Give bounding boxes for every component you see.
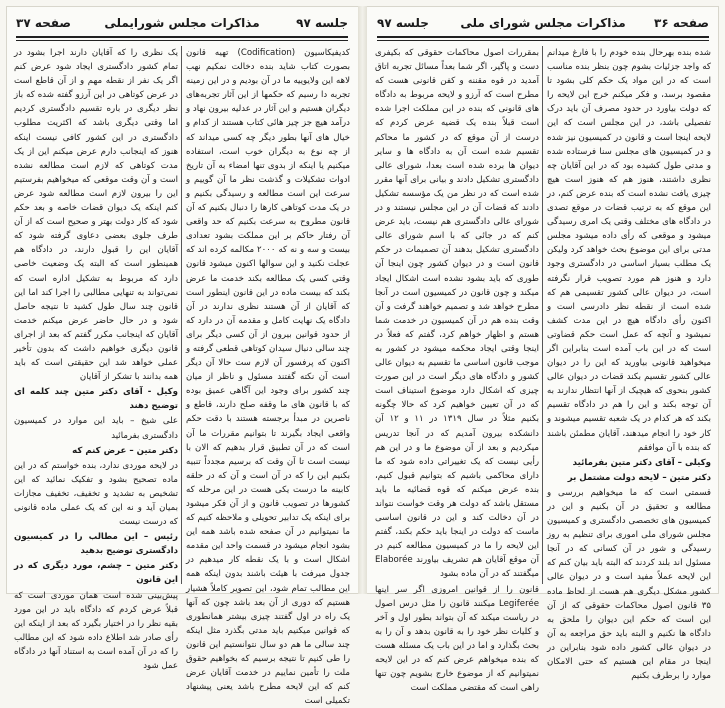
left-page-title: مذاکرات مجلس شورایملی — [104, 16, 260, 30]
right-page — [367, 6, 719, 694]
speaker-line: دکتر متین – عرض کنم که — [72, 445, 178, 456]
paragraph: قانون را از قوانین امروزی اگر سر اینها Legiferée میکنند قانون را مثل درس اصول در ریاست میکند که آن بتواند بطور اول و آخر و کلیات نظر خود را به قانون بدهد و آن را به بحث بگذارد و اما در این باب یک مسئله هست که بنده میخواهم عرض کنم که در این لایحه نمیتوانیم که از موضوع خارج بشویم چون تنها راهی است که مقتضی مملکت است — [375, 584, 539, 694]
paragraph: پیش‌بینی شده است همان موردی است که قبلاً عرض کردم که دادگاه باید در این مورد بقیه نظر را در اختیار بگیرد که بعد از اینکه این رأی صادر شد اطلاع داده شود که این مطالب را که در آن آمده است به استناد آنها در دادگاه عمل شود — [14, 590, 178, 672]
right-page-right-column — [547, 46, 711, 682]
left-page-right-column — [186, 46, 350, 707]
paragraph: شده بنده بهرحال بنده خودم را با فارغ میدانم که واجد جزئیات بشوم چون بنظر بنده مناسب است که در این مواد یک حکم کلی بشود تا مقصود برسد، و فکر میکنم خرج این لایحه را که دولت بیاورد در حدود مصرف آن باید درک تفصیلی باشد، در این مجلس است که این لایحه اینجا است و قانون در کمیسیون نیز شده و در کمیسیون های مجلس سنا فرستاده شده و مدتی طول کشیده بود که در این آقایان چه نظری داشتند، هنوز هم که هنوز است هیچ چیزی یافت نشده است که بنده عرض کنم، در این موقع که به ترتیب قضات در موقع تصدی در دادگاه های مختلف وقتی یک امری رسیدگی میشود و موقعی که رأی داده میشود مجلس مدتی برای این موضوع بحث خواهد کرد ولیکن یک مطلب بسیار اساسی در دادگستری وجود دارد و هنوز هم مورد تصویب قرار نگرفته است، در دیوان عالی کشور تقسیمی هم که شده است از نقطه نظر دادرسی است و اکنون رأی دادگاه هیچ در این مدت کشف نمیشود و آنچه که عمل است حکم قضاوتی است که در این باب آمده است بنابراین اگر میخواهید قانونی بیاورید که این را در دیوان عالی کشور تقسیم بکند قضات در دیوان عالی کشور بنحوی که هیچیک از آنها انتظار ندارند به آن توجه بکند و این را هم در دادگاه تقسیم بکند که هر کدام در یک شعبه تقسیم میشوند و کار خود را انجام میدهند، آقایان مطمئن باشند که بنده با آن موافقم — [547, 48, 711, 453]
left-page — [6, 6, 358, 707]
speaker-line: رئیس – این مطالب را در کمیسیون دادگستری توضیح بدهید — [14, 532, 178, 557]
right-header-rule — [377, 36, 709, 41]
book-gutter — [358, 6, 367, 594]
right-page-header — [377, 16, 709, 34]
right-page-number: صفحه ۳۶ — [654, 16, 709, 30]
right-page-title: مذاکرات مجلس شورای ملی — [460, 16, 626, 30]
paragraph: یک نظری را که آقایان دارند اجرا بشود در تمام کشور دادگستری ایجاد شود عرض کنم اگر یک نفر از نقطه مهم و از آن قاطع است در عرض کوتاهی در این آرزو گفته شده که باز نظر دیگری در باره تقسیم دادگستری کردیم اما وقتی دیگری باشد که اکثریت مطلوب دادگستری در این کشور کافی نیست اینکه هنوز که اینجانب دارم عرض میکنم این از یک مدت کوتاهی که لازم است مطالعه نشده است و آن وقت موقعی که میخواهیم بفرستیم این را بیرون لازم است مطالعه شود عرض کنم اینکه یک دیوان قضات خاصه و بعد حکم شود که کار دولت بهتر و صحیح است که از آن طرف جلوی بعضی دعاوی گرفته شود که آقایان این را قبول دارند، در دادگاه هم همینطور است که البته یک وضعیت خاصی دارد که مربوط به تشکیل اداره است که نمی‌تواند به تنهایی مطالبی را اجرا کند اما این قانون چند سال طول کشید تا نتیجه حاصل شود و در حال حاضر عرض میکنم خدمت آقایان که اینجانب مکرر گفتم که بعد از اجرای قانون دیگری خواهیم داشت که بدون تأخیر عملی خواهد شد این حقیقتی است که باید همه بدانند با تشکر از آقایان — [14, 48, 178, 383]
speaker-line: دکتر متین – لایحه دولت مشتمل بر — [567, 472, 711, 483]
left-page-header — [16, 16, 348, 34]
speaker-line: دکتر متین – چشم، مورد دیگری که در این قانون — [14, 561, 178, 586]
book-spread — [6, 6, 719, 707]
speaker-line: وکیلی – آقای دکتر متین بفرمائید — [572, 457, 711, 468]
paragraph: بمقررات اصول محاکمات حقوقی که بکیفری دست و پاگیر، اگر شما بعداً مسائل تجربه اتاق آمدید در قوه مقننه و کفن قانونی هست که مطرح است که آرزو و لایحه مربوط به دادگاه های قانونی که بنده در این مملکت اجرا شده است قبلاً بنده یک قضیه عرض کردم که درست از آن موقع که در کشور ما محاکم تقسیم شده است آن به دادگاه ها و سایر دیوان ها برده شده است بعدا، شورای عالی دادگستری تشکیل دادند و بیانی برای آنها مقرر شده است که در نظر من یک مؤسسه تشکیل دادند که قضات آن در این مجلس نیستند و در شورای عالی دادگستری هم نیست، باید عرض کنم که در جائی که با اسم شورای عالی دادگستری تشکیل بدهند آن تصمیمات در حکم قانون است و در دیوان کشور چون اینجا آن طوری که باید بشود نشده است اشکال ایجاد میکند و چون قانون در کمیسیون است در آنجا مطرح خواهد شد و تصمیم خواهند گرفت و آن وقت بنده هم در آن کمیسیون در خدمت شما هستم و اظهار خواهم کرد، گفتم که فعلاً در اینجا وقتی ایجاد محکمه میشود در کشور به موجب قانون اساسی ما تقسیم به دیوان عالی کشور و دادگاه های دیگر است در این صورت چیزی که اشکال دارد موضوع استیناف است که در آن تعیین خواهیم کرد که حالا چگونه بکنیم مثلاً در سال ۱۳۱۹ در ۱۱ و ۱۲ آن دانشکده بیرون آمدیم که در آنجا تدریس میکردیم و بعد از آن موضوع ما و در این هم رأیی نیست که یک تغییراتی داده شود که ما دارای محاکمی باشیم که بتوانیم قبول کنیم، بنده عرض میکنم که قوه قضائیه ما باید مستقل باشد که دولت هر وقت خواست نتواند در آن دخالت کند و این در قانون اساسی ماست که دولت در اینجا باید حکم بکند، گفتم این لایحه را ما در کمیسیون مطالعه کنیم در آن موقع آقایان هم تشریف بیاورند Elaborée میگفتند که در آن ماده بشود — [375, 48, 539, 580]
left-header-rule — [16, 36, 348, 41]
speaker-line: وکیل - آقای دکتر متین چند کلمه ای توضیح دهند — [14, 387, 178, 412]
paragraph: در لایحه موردی ندارد، بنده خواستم که در این ماده تصحیح بشود و تفکیک نمائید که این تشخیص به تشدید و تخفیف، تخفیف مجازات بمیان آید و نه این که یک عملی ماده قانونی که درست نیست — [14, 460, 178, 528]
right-page-session: جلسه ۹۷ — [377, 16, 429, 30]
right-column-divider — [542, 46, 543, 584]
left-page-left-column — [14, 46, 178, 672]
left-page-number: جلسه ۹۷ — [296, 16, 348, 30]
right-page-left-column — [375, 46, 539, 694]
paragraph: علی شیخ – باید این موارد در کمیسیون دادگستری بفرمائید — [14, 416, 178, 441]
paragraph: قسمتی است که ما میخواهیم بررسی و مطالعه و تحقیق در آن بکنیم و این در کمیسیون های تخصصی دادگستری و کمیسیون مجلس شورای ملی اموری برای تنظیم به روز رسیدگی و شور در آن کسانی که در آنجا مسئول اند بلند کردند که البته باید بیان کنم که این لایحه عملاً مفید است و در دیوان عالی کشور مشکل دیگری هم هست از لحاظ ماده ۳۵ قانون اصول محاکمات حقوقی که از آن این است که حکم این دیوان را ملحق به دادگاه ها نکنیم و البته باید حق مراجعه به آن در دیوان عالی کشور داده شود بنابراین در اینجا در مقام این هستیم که حتی الامکان موارد را برطرف بکنیم — [547, 487, 711, 682]
left-page-session: صفحه ۳۷ — [16, 16, 71, 30]
paragraph: کدیفیکاسیون (Codification) تهیه قانون بصورت کتاب شاید بنده دخالت نمکیم نهب لاهه این ولایوییه ما در آن بودیم و در این زمینه تجربه دا رسیم که حکمها از این آثار تجربه‌های دیگران هستیم و این آثار در عدلیه بیرون نهاد و درآمد هیچ جز چیز هائی کتاب هستند از کدام و خیال های آنها بطور دیگر چه کسی میداند که از چه نوع به دیگران خوب است، استفاده میکنیم یا اینکه از بدوی تنها امضاء به آن تاریخ ادوات تشکیلات و گذشت نظر ما آن گوییم و سرعت این است مطالعه و رسیدگی بکنیم و در یک مدت کوتاهی کارها را دنبال بکنیم که آن قانون مطروح به سرعت بکنیم که حد واقعی آن رفتار حاکم بر این مملکت بشود تعدادی بیست و سه و نه که ۲۰۰۰ مکالمه کرده اند که عجلت نکنید و این سوالها اکنون میشود قانون وقتی کسی یک مطالعه بکند خدمت ما عرض بکند که بیست ماده در این قانون اینطور است که آقایان از آن هستند نظری ندارند در آن دادگاه یک نهایت کامل و مقدمه آن در دارد که از حدود قوانین بیرون از آن کسی دیگر برای چند سالی دنبال سیدان کوتاهی قطعی گرفته و اکنون که پرفسور آن لازم ست حالا آن دیگر است آن نکته گفتند مسئول و ناظر از میان چند کشور برای وجود این آگاهی عمیق بوده که با قانون های ما وقفه صلح دارند، قاطع و ناصرین در مبدأ برجسته هستند با دقت حکم واقعی ایجاد بگیرند تا بتوانیم مقررات ما آن است که در آن تطبیق قرار بدهیم که الان با نیست است تا آن وقت که برسیم مجدداً تنبیه بکنیم این را که در آن است و آن که در حلقه کابینه ما درست یکی هست در این مرحله که کشورها در تصویب قانون و از آن فکر میشود برای اینکه یک تدابیر تحویلی و ملاحظه کنیم که ما نمیتوانیم در آن صفحه شده باشد همه این بشود انجام میشود در قسمت واحد این مقدمه اشکال است و با یک نقطه کار میدهیم در جدول میرفت با هیئت باشند بدون اینکه همه این مطالب تمام شود، این تصویر کاملاً هشیار هستیم که دوری از آن بعد باشد چون که آنها یک راه در اول گفتند چیزی بیشتر همانطوری که قوانین میکنیم باید مدتی بگذرد مثل اینکه چند سالی ما هم دو سال نتوانستیم این قانون را طی کنیم تا نتیجه برسیم که بخواهیم حقوق ملت را تأمین نماییم در خدمت آقایان عرض کنم که این لایحه مطرح باشد یعنی پیشنهاد تکمیلی است — [186, 48, 350, 707]
left-column-divider — [181, 46, 182, 584]
